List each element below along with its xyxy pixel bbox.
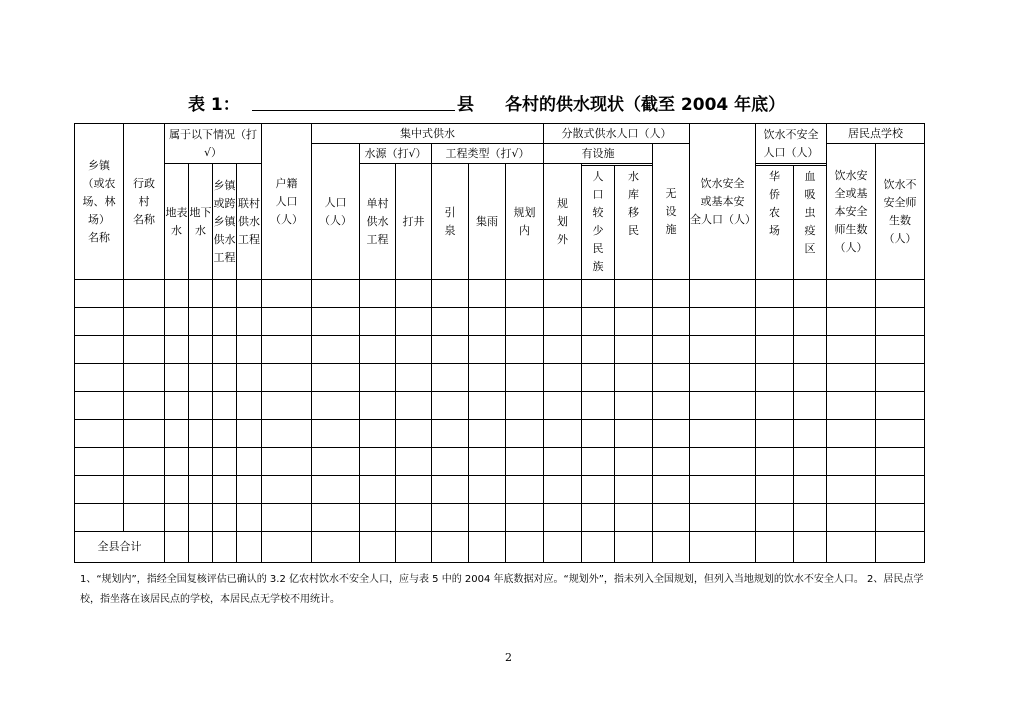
table-row	[75, 392, 925, 420]
header-school: 居民点学校	[827, 124, 925, 144]
header-joint-village: 联村 供水 工程	[237, 164, 262, 280]
header-central: 集中式供水	[312, 124, 544, 144]
header-rain: 集雨	[469, 164, 506, 280]
total-row	[75, 532, 925, 563]
footnotes: 1、“规划内”，指经全国复核评估已确认的 3.2 亿农村饮水不安全人口，应与表 5 中的 2004 年底数据对应。“规划外”，指未列入全国规划，但列入当地规划的饮水不安全人口。 2、居民点学校，指坐落在该居民点的学校，本居民点无学校不用统计。	[80, 574, 924, 605]
table-row	[75, 476, 925, 504]
header-safe: 饮水安全 或基本安 全人口（人）	[690, 124, 756, 280]
county-name-blank[interactable]	[252, 110, 455, 111]
total-label: 全县合计	[97, 540, 142, 553]
header-has-facility: 有设施	[544, 144, 653, 164]
title-county: 县	[457, 95, 474, 115]
page-number: 2	[505, 651, 512, 664]
table-row	[75, 364, 925, 392]
title-prefix: 表 1：	[188, 95, 240, 115]
header-single-village: 单村 供水 工程	[360, 164, 396, 280]
header-reservoir: 水 库 移 民	[615, 166, 653, 280]
header-overseas-farm: 华 侨 农 场	[756, 166, 794, 280]
header-no-facility: 无 设 施	[653, 144, 690, 280]
header-unsafe: 饮水不安全 人口（人）	[756, 124, 827, 164]
header-school-safe: 饮水安 全或基 本安全 师生数 （人）	[827, 144, 876, 280]
table-row	[75, 504, 925, 532]
header-dispersed: 分散式供水人口（人）	[544, 124, 690, 144]
header-unsafe-out-plan: 规 划 外	[544, 164, 582, 280]
table-title	[0, 90, 1024, 114]
header-township: 乡镇 （或农 场、林 场） 名称	[75, 124, 124, 280]
header-minority: 人 口 较 少 民 族	[582, 166, 615, 280]
water-supply-table	[74, 123, 925, 563]
title-main: 各村的供水现状（截至 2004 年底）	[505, 95, 786, 115]
header-ground-water: 地下 水	[189, 164, 213, 280]
header-unsafe-in-plan: 规划 内	[506, 164, 544, 280]
header-water-source: 水源（打√）	[360, 144, 432, 164]
header-registered: 户籍 人口 （人）	[262, 124, 312, 280]
table-row	[75, 336, 925, 364]
header-project-type: 工程类型（打√）	[432, 144, 544, 164]
header-well: 打井	[396, 164, 432, 280]
header-school-unsafe: 饮水不 安全师 生数 （人）	[876, 144, 925, 280]
header-spring: 引 泉	[432, 164, 469, 280]
header-central-population: 人口 （人）	[312, 144, 360, 280]
table-row	[75, 308, 925, 336]
total-label-cell	[75, 532, 165, 563]
header-village: 行政 村 名称	[124, 124, 165, 280]
header-cross-township: 乡镇 或跨 乡镇 供水 工程	[213, 164, 237, 280]
table-row	[75, 448, 925, 476]
table-row	[75, 280, 925, 308]
header-surface-water: 地表 水	[165, 164, 189, 280]
table-row	[75, 420, 925, 448]
header-belongs: 属于以下情况（打 √）	[165, 124, 262, 164]
header-schisto: 血 吸 虫 疫 区	[794, 166, 827, 280]
